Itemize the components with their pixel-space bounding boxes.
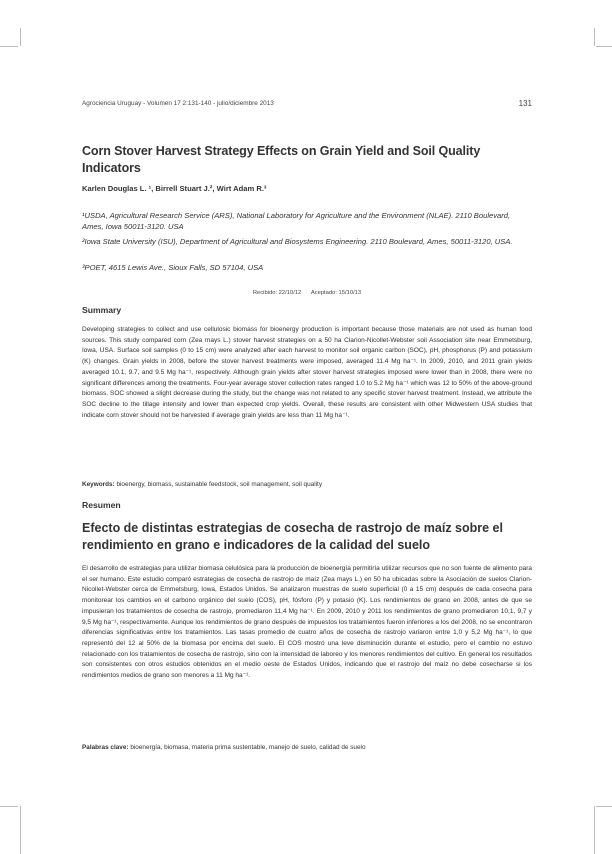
- resumen-text: [82, 564, 532, 682]
- page-number: 131: [518, 99, 532, 108]
- crop-mark: [0, 46, 18, 47]
- crop-mark: [594, 806, 595, 854]
- summary-paragraph: Developing strategies to collect and use cellulosic biomass for bioenergy production is important because those materials are not used as human food sources. This study compared corn (Zea mays L.) stover harvest strategies on a 50 ha Clarion-Nicollet-Webster soil Association site near Emmetsburg, Iowa, USA. Surface soil samples (0 to 15 cm) were analyzed after each harvest to monitor soil organic carbon (SOC), pH, phosphorus (P) and potassium (K) changes. Grain yields in 2008, before the stover harvest treatments were imposed, averaged 11.4 Mg ha⁻¹. In 2009, 2010, and 2011 grain yields averaged 10.1, 9.7, and 9.5 Mg ha⁻¹, respectively. Although grain yields after stover harvest strategies imposed were lower than in 2008, there were no significant differences among the treatments. Four-year average stover collection rates ranged 1.0 to 5.2 Mg ha⁻¹ which was 12 to 50% of the above-ground biomass. SOC showed a slight decrease during the study, but the change was not related to any specific stover harvest treatment. Instead, we attribute the SOC decline to the tillage intensity and lower than expected crop yields. Overall, these results are consistent with other Midwestern USA studies that indicate corn stover should not be harvested if average grain yields are less than 11 Mg ha⁻¹.: [82, 326, 532, 419]
- dates-line: [82, 290, 532, 296]
- affiliation-3: ³POET, 4615 Lewis Ave., Sioux Falls, SD 57104, USA: [82, 263, 264, 272]
- summary-text: [82, 325, 532, 421]
- resumen-heading: Resumen: [82, 500, 121, 510]
- affiliation-2: ²Iowa State University (ISU), Department of Agricultural and Biosystems Engineering. 2110 Boulevard, Ames, 50011-3120, USA.: [82, 237, 513, 246]
- crop-mark: [20, 28, 21, 46]
- author-list: Karlen Douglas L. ¹, Birrell Stuart J.², Wirt Adam R.³: [82, 184, 267, 193]
- palabras-clave-list: bioenergía, biomasa, materia prima sustentable, manejo de suelo, calidad de suelo: [130, 744, 366, 751]
- crop-mark: [594, 28, 595, 46]
- resumen-paragraph: El desarrollo de estrategias para utilizar biomasa celulósica para la producción de bioenergía permitiría utilizar recursos que no son fuente de alimento para el ser humano. Este estudio comparó estrategias de cosecha de rastrojo de maíz (Zea mays L.) en 50 ha ubicadas sobre la Asociación de suelos Clarion-Nicollet-Webster cerca de Emmetsburg, Iowa, Estados Unidos. Se analizaron muestras de suelo superficial (0 a 15 cm) después de cada cosecha para monitorear los cambios en el carbono orgánico del suelo (COS), pH, fósforo (P) y potasio (K). Los rendimientos de grano en 2008, antes de que se impusieran los tratamientos de cosecha de rastrojo, promediaron 11,4 Mg ha⁻¹. En 2009, 2010 y 2011 los rendimientos de grano promediaron 10,1, 9,7 y 9,5 Mg ha⁻¹, respectivamente. Aunque los rendimientos de grano después de impuestos los tratamientos fueron inferiores a los del 2008, no se encontraron diferencias significativas entre los tratamientos. Las tasas promedio de cuatro años de cosecha de rastrojo variaron entre 1,0 y 5,2 Mg ha⁻¹, lo que representó del 12 al 50% de la biomasa por encima del suelo. El COS mostró una leve disminución durante el estudio, pero el cambio no estuvo relacionado con los tratamientos de cosecha de rastrojo, sino con la intensidad de laboreo y los menores rendimientos del cultivo. En general los resultados son consistentes con otros estudios obtenidos en el medio oeste de Estados Unidos, indicando que el rastrojo del maíz no debe cosecharse si los rendimientos medios de grano son menores a 11 Mg ha⁻¹.: [82, 565, 532, 680]
- crop-mark: [596, 806, 612, 807]
- resumen-keywords: [82, 744, 366, 751]
- summary-keywords: [82, 481, 322, 488]
- resumen-title: Efecto de distintas estrategias de cosecha de rastrojo de maíz sobre el rendimiento en grano e indicadores de la calidad del suelo: [82, 521, 503, 552]
- accepted-date: Aceptado: 15/10/13: [310, 290, 362, 296]
- summary-heading: Summary: [82, 305, 122, 315]
- journal-citation: Agrociencia Uruguay - Volumen 17 2:131-140 - julio/diciembre 2013: [82, 100, 274, 107]
- palabras-clave-label: Palabras clave:: [82, 744, 129, 751]
- received-date: Recibido: 22/10/12: [252, 290, 302, 296]
- running-head: [82, 100, 532, 107]
- keywords-label: Keywords:: [82, 481, 115, 488]
- paper-title: Corn Stover Harvest Strategy Effects on Grain Yield and Soil Quality Indicators: [82, 144, 481, 175]
- crop-mark: [20, 806, 21, 854]
- crop-mark: [0, 806, 18, 807]
- keywords-list: bioenergy, biomass, sustainable feedstock, soil management, soil quality: [116, 481, 323, 488]
- crop-mark: [596, 46, 612, 47]
- affiliation-1: ¹USDA, Agricultural Research Service (ARS), National Laboratory for Agriculture and the Environment (NLAE). 2110 Boulevard, Ames, Iowa 50011-3120. USA: [82, 211, 511, 231]
